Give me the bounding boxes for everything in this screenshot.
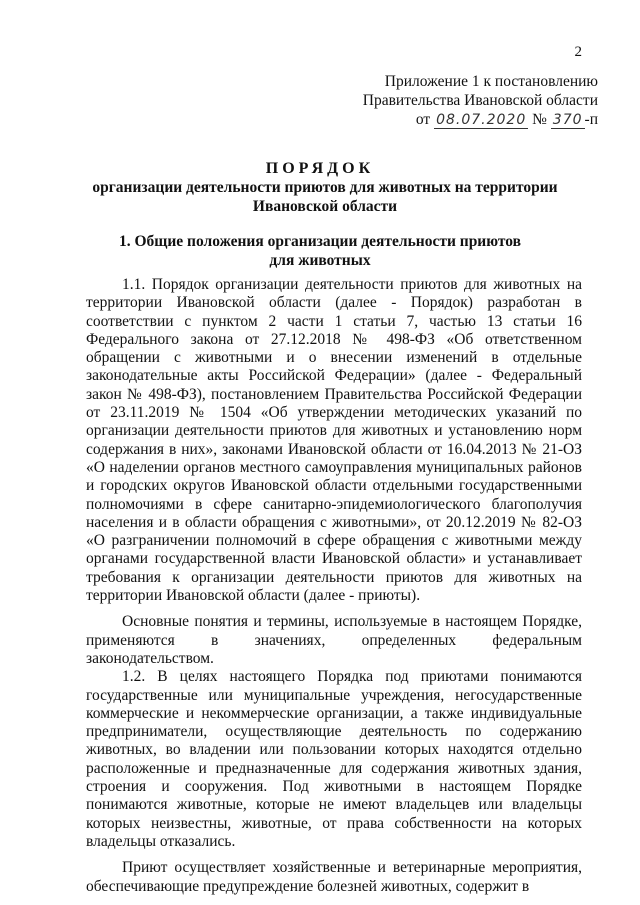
paragraph-1-2: 1.2. В целях настоящего Порядка под приютами понимаются государственные или муниципальные учреждения, негосударственные коммерческие и некоммерческие организации, а также индивидуальные предприниматели, осуществляющие деятельность по содержанию животных, во владении или пользовании которых находятся отдельно расположенные и предназначенные для содержания животных здания, строения и сооружения. Под животными в настоящем Порядке понимаются животные, которые не имеют владельцев или владельцы которых неизвестны, животные, от права собственности на которых владельцы отказались. [86, 668, 582, 850]
annex-date: 08.07.2020 [436, 112, 527, 128]
document-body [86, 276, 582, 896]
paragraph-shelter: Приют осуществляет хозяйственные и ветеринарные мероприятия, обеспечивающие предупреждение болезней животных, содержит в [86, 859, 582, 895]
paragraph-1-1: 1.1. Порядок организации деятельности приютов для животных на территории Ивановской области (далее - Порядок) разработан в соответствии с пунктом 2 части 1 статьи 7, частью 13 статьи 16 Федерального закона от 27.12.2018 № 498-ФЗ «Об ответственном обращении с животными и о внесении изменений в отдельные законодательные акты Российской Федерации» (далее - Федеральный закон № 498-ФЗ), постановлением Правительства Российской Федерации от 23.11.2019 № 1504 «Об утверждении методических указаний по организации деятельности приютов для животных и установлению норм содержания в них», законами Ивановской области от 16.04.2013 № 21-ОЗ «О наделении органов местного самоуправления муниципальных районов и городских округов Ивановской области отдельными государственными полномочиями в сфере санитарно-эпидемиологического благополучия населения и в области обращения с животными», от 20.12.2019 № 82-ОЗ «О разграничении полномочий в сфере обращения с животными между органами государственной власти Ивановской области» и устанавливает требования к организации деятельности приютов для животных на территории Ивановской области (далее - приюты). [86, 276, 582, 605]
page-number: 2 [574, 44, 582, 60]
annex-number-label: № [532, 111, 547, 128]
annex-number-suffix: -п [584, 111, 598, 128]
document-title: ПОРЯДОК [265, 160, 375, 177]
document-subtitle: организации деятельности приютов для животных на территории Ивановской области [92, 179, 558, 215]
annex-line-1: Приложение 1 к постановлению [384, 73, 598, 90]
annex-from-label: от [415, 111, 431, 128]
section-heading: 1. Общие положения организации деятельности приютов для животных [118, 233, 522, 269]
paragraph-terms: Основные понятия и термины, используемые в настоящем Порядке, применяются в значениях, определенных федеральным законодательством. [86, 613, 582, 667]
annex-number: 370 [552, 112, 583, 128]
annex-header [268, 72, 598, 130]
annex-line-2: Правительства Ивановской области [362, 92, 598, 109]
annex-line-3 [268, 110, 598, 130]
